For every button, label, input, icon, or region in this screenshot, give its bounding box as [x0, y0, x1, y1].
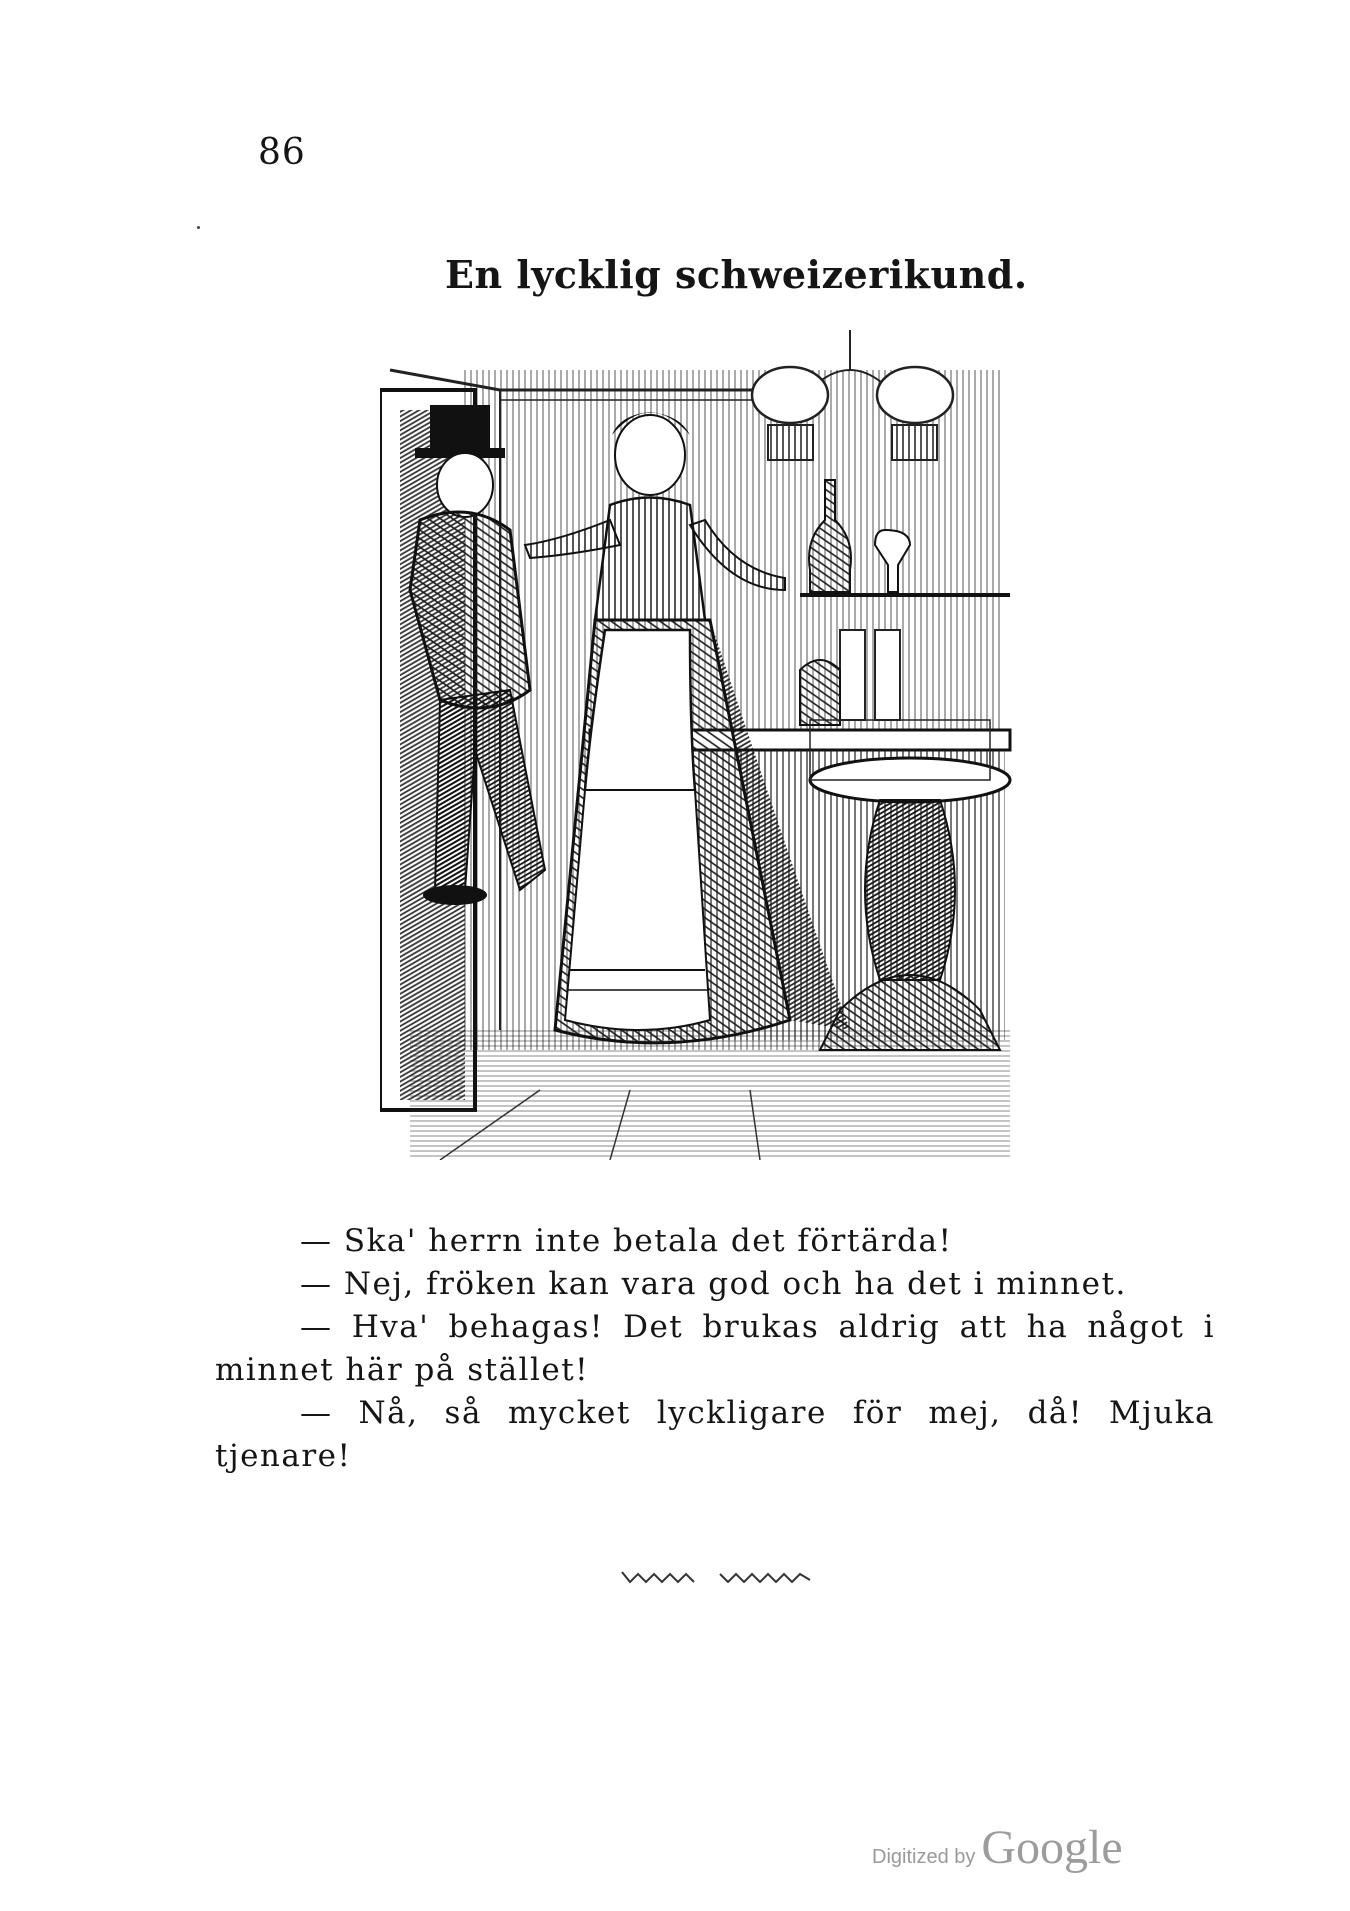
- engraving-illustration: [380, 330, 1020, 1160]
- story-title: En lycklig schweizerikund.: [445, 252, 1028, 297]
- dialogue-line: — Ska' herrn inte betala det förtärda!: [300, 1223, 953, 1259]
- dialogue-line: — Nå, så mycket lyckligare för mej, då! Mjuka: [300, 1395, 1215, 1431]
- dialogue-line: minnet här på stället!: [215, 1352, 590, 1388]
- dialogue-line: — Hva' behagas! Det brukas aldrig att ha något i: [300, 1309, 1215, 1345]
- page-number: 86: [258, 132, 306, 173]
- dialogue-line: tjenare!: [215, 1438, 352, 1474]
- watermark-prefix: Digitized by: [872, 1846, 976, 1868]
- section-ornament: [620, 1566, 815, 1588]
- dialogue-text: [215, 1220, 1215, 1478]
- watermark-brand: Google: [981, 1821, 1123, 1874]
- print-speck: [197, 226, 200, 229]
- dialogue-line: — Nej, fröken kan vara god och ha det i minnet.: [300, 1266, 1127, 1302]
- digitization-watermark: [872, 1820, 1123, 1875]
